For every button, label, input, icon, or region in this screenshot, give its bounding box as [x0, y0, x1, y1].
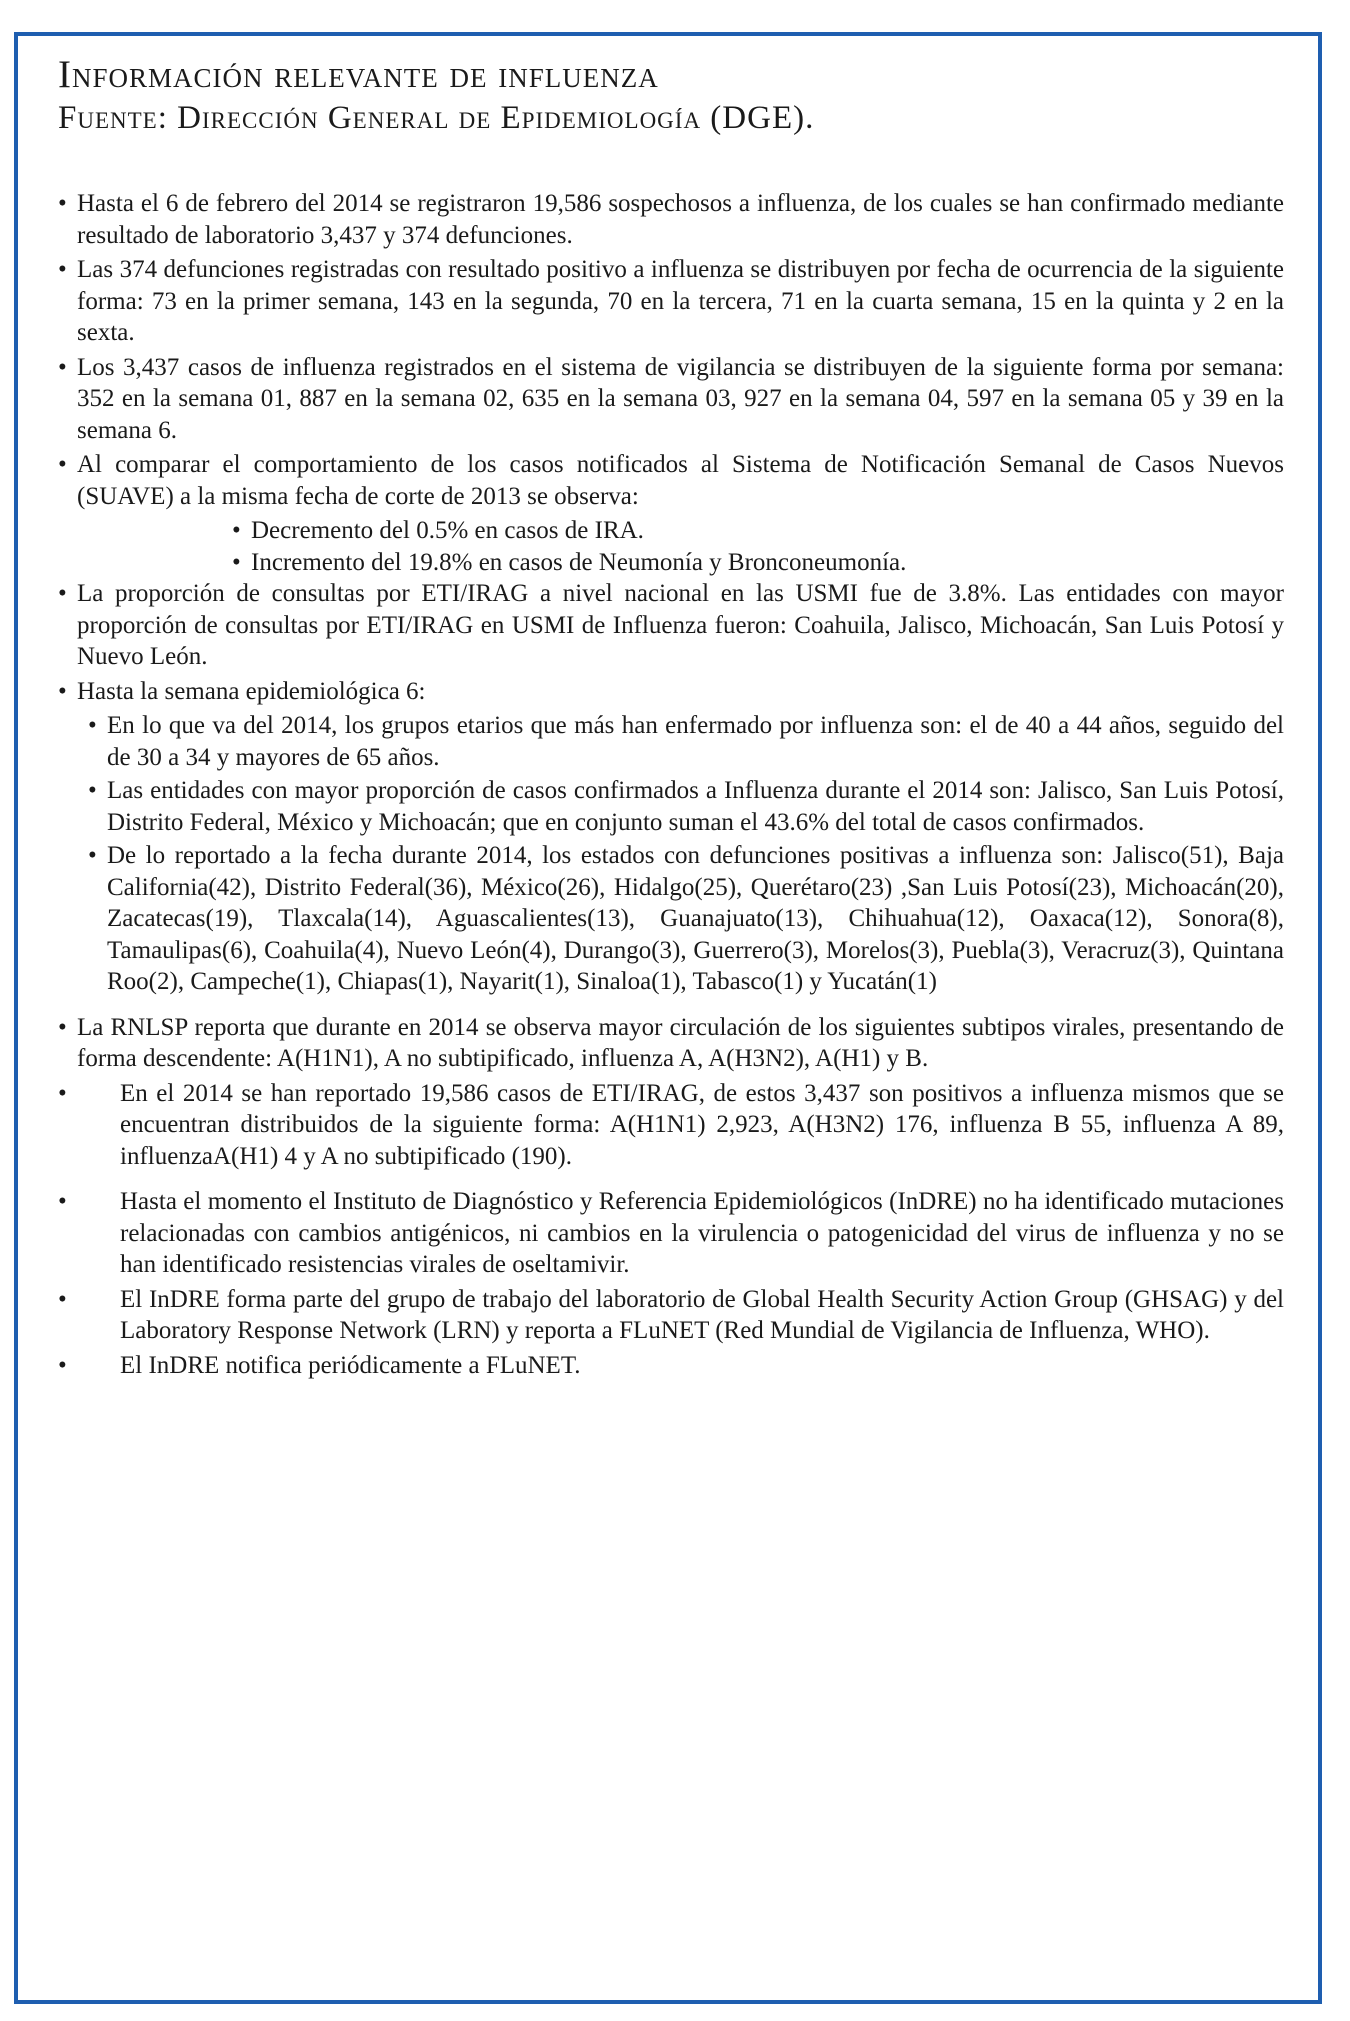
bullet-icon: • — [232, 517, 241, 544]
list-item: • Hasta la semana epidemiológica 6: — [58, 676, 1284, 708]
sub-list-item: • Incremento del 19.8% en casos de Neumonía y Bronconeumonía. — [232, 547, 1284, 579]
bullet-icon: • — [58, 451, 67, 478]
bullet-icon: • — [58, 1351, 67, 1379]
list-item: • Los 3,437 casos de influenza registrados en el sistema de vigilancia se distribuyen de la siguiente forma por semana: 352 en la semana 01, 887 en la semana 02, 635 en la semana 03, 927 en la semana 04, 597 en la semana 05 y 39 en la semana 6. — [58, 353, 1284, 444]
bullet-icon: • — [58, 580, 67, 607]
bullet-icon: • — [88, 777, 97, 804]
bullet-icon: • — [58, 256, 67, 283]
bullet-icon: • — [88, 712, 97, 739]
bullet-icon: • — [232, 548, 241, 576]
bullet-icon: • — [58, 1188, 67, 1215]
bullet-icon: • — [58, 677, 67, 705]
bullet-icon: • — [88, 842, 97, 869]
info-frame — [14, 32, 1322, 2004]
sub-list-item: • En lo que va del 2014, los grupos etarios que más han enfermado por influenza son: el de 40 a 44 años, seguido del de 30 a 34 y mayores de 65 años. — [88, 712, 1284, 771]
list-item: • Al comparar el comportamiento de los casos notificados al Sistema de Notificación Semanal de Casos Nuevos (SUAVE) a la misma fecha de corte de 2013 se observa: — [58, 451, 1284, 510]
sub-list-item: • Las entidades con mayor proporción de casos confirmados a Influenza durante el 2014 son: Jalisco, San Luis Potosí, Distrito Federal, México y Michoacán; que en conjunto suman el 43.6% del total de casos confirmados. — [88, 777, 1284, 836]
sub-list-item: • Decremento del 0.5% en casos de IRA. — [232, 515, 1284, 547]
list-item: • Hasta el momento el Instituto de Diagnóstico y Referencia Epidemiológicos (InDRE) no ha identificado mutaciones relacionadas con cambios antigénicos, ni cambios en la virulencia o patogenicidad del virus de influenza y no se han identificado resistencias virales de oseltamivir. — [58, 1188, 1284, 1278]
bullet-icon: • — [58, 190, 67, 217]
list-item: • El InDRE forma parte del grupo de trabajo del laboratorio de Global Health Security Action Group (GHSAG) y del Laboratory Response Network (LRN) y reporta a FLuNET (Red Mundial de Vigilancia de Influenza, WHO). — [58, 1285, 1284, 1344]
bullet-icon: • — [58, 353, 67, 381]
page-title: Información relevante de influenza — [58, 53, 659, 96]
list-item: • Las 374 defunciones registradas con resultado positivo a influenza se distribuyen por fecha de ocurrencia de la siguiente forma: 73 en la primer semana, 143 en la segunda, 70 en la tercera, 71 en la cuarta semana, 15 en la quinta y 2 en la sexta. — [58, 256, 1284, 346]
list-item: • En el 2014 se han reportado 19,586 casos de ETI/IRAG, de estos 3,437 son positivos a influenza mismos que se encuentran distribuidos de la siguiente forma: A(H1N1) 2,923, A(H3N2) 176, influenza B 55, influenza A 89, influenzaA(H1) 4 y A no subtipificado (190). — [58, 1079, 1284, 1170]
bullet-list — [58, 188, 1284, 1381]
bullet-icon: • — [58, 1285, 67, 1313]
list-item: • La proporción de consultas por ETI/IRAG a nivel nacional en las USMI fue de 3.8%. Las entidades con mayor proporción de consultas por ETI/IRAG en USMI de Influenza fueron: Coahuila, Jalisco, Michoacán, San Luis Potosí y Nuevo León. — [58, 580, 1284, 670]
sub-list-item: • De lo reportado a la fecha durante 2014, los estados con defunciones positivas a influenza son: Jalisco(51), Baja California(42), Distrito Federal(36), México(26), Hidalgo(25), Querétaro(23) ,San Luis Potosí(23), Michoacán(20), Zacatecas(19), Tlaxcala(14), Aguascalientes(13), Guanajuato(13), Chihuahua(12), Oaxaca(12), Sonora(8), Tamaulipas(6), Coahuila(4), Nuevo León(4), Durango(3), Guerrero(3), Morelos(3), Puebla(3), Veracruz(3), Quintana Roo(2), Campeche(1), Chiapas(1), Nayarit(1), Sinaloa(1), Tabasco(1) y Yucatán(1) — [88, 842, 1284, 995]
bullet-icon: • — [58, 1079, 67, 1107]
list-item: • El InDRE notifica periódicamente a FLuNET. — [58, 1350, 1284, 1382]
list-item: • Hasta el 6 de febrero del 2014 se registraron 19,586 sospechosos a influenza, de los cuales se han confirmado mediante resultado de laboratorio 3,437 y 374 defunciones. — [58, 190, 1284, 249]
bullet-icon: • — [58, 1013, 67, 1041]
list-item: • La RNLSP reporta que durante en 2014 se observa mayor circulación de los siguientes subtipos virales, presentando de forma descendente: A(H1N1), A no subtipificado, influenza A, A(H3N2), A(H1) y B. — [58, 1013, 1284, 1072]
page-subtitle: Fuente: Dirección General de Epidemiología (DGE). — [58, 100, 815, 136]
info-content — [58, 52, 1284, 1384]
